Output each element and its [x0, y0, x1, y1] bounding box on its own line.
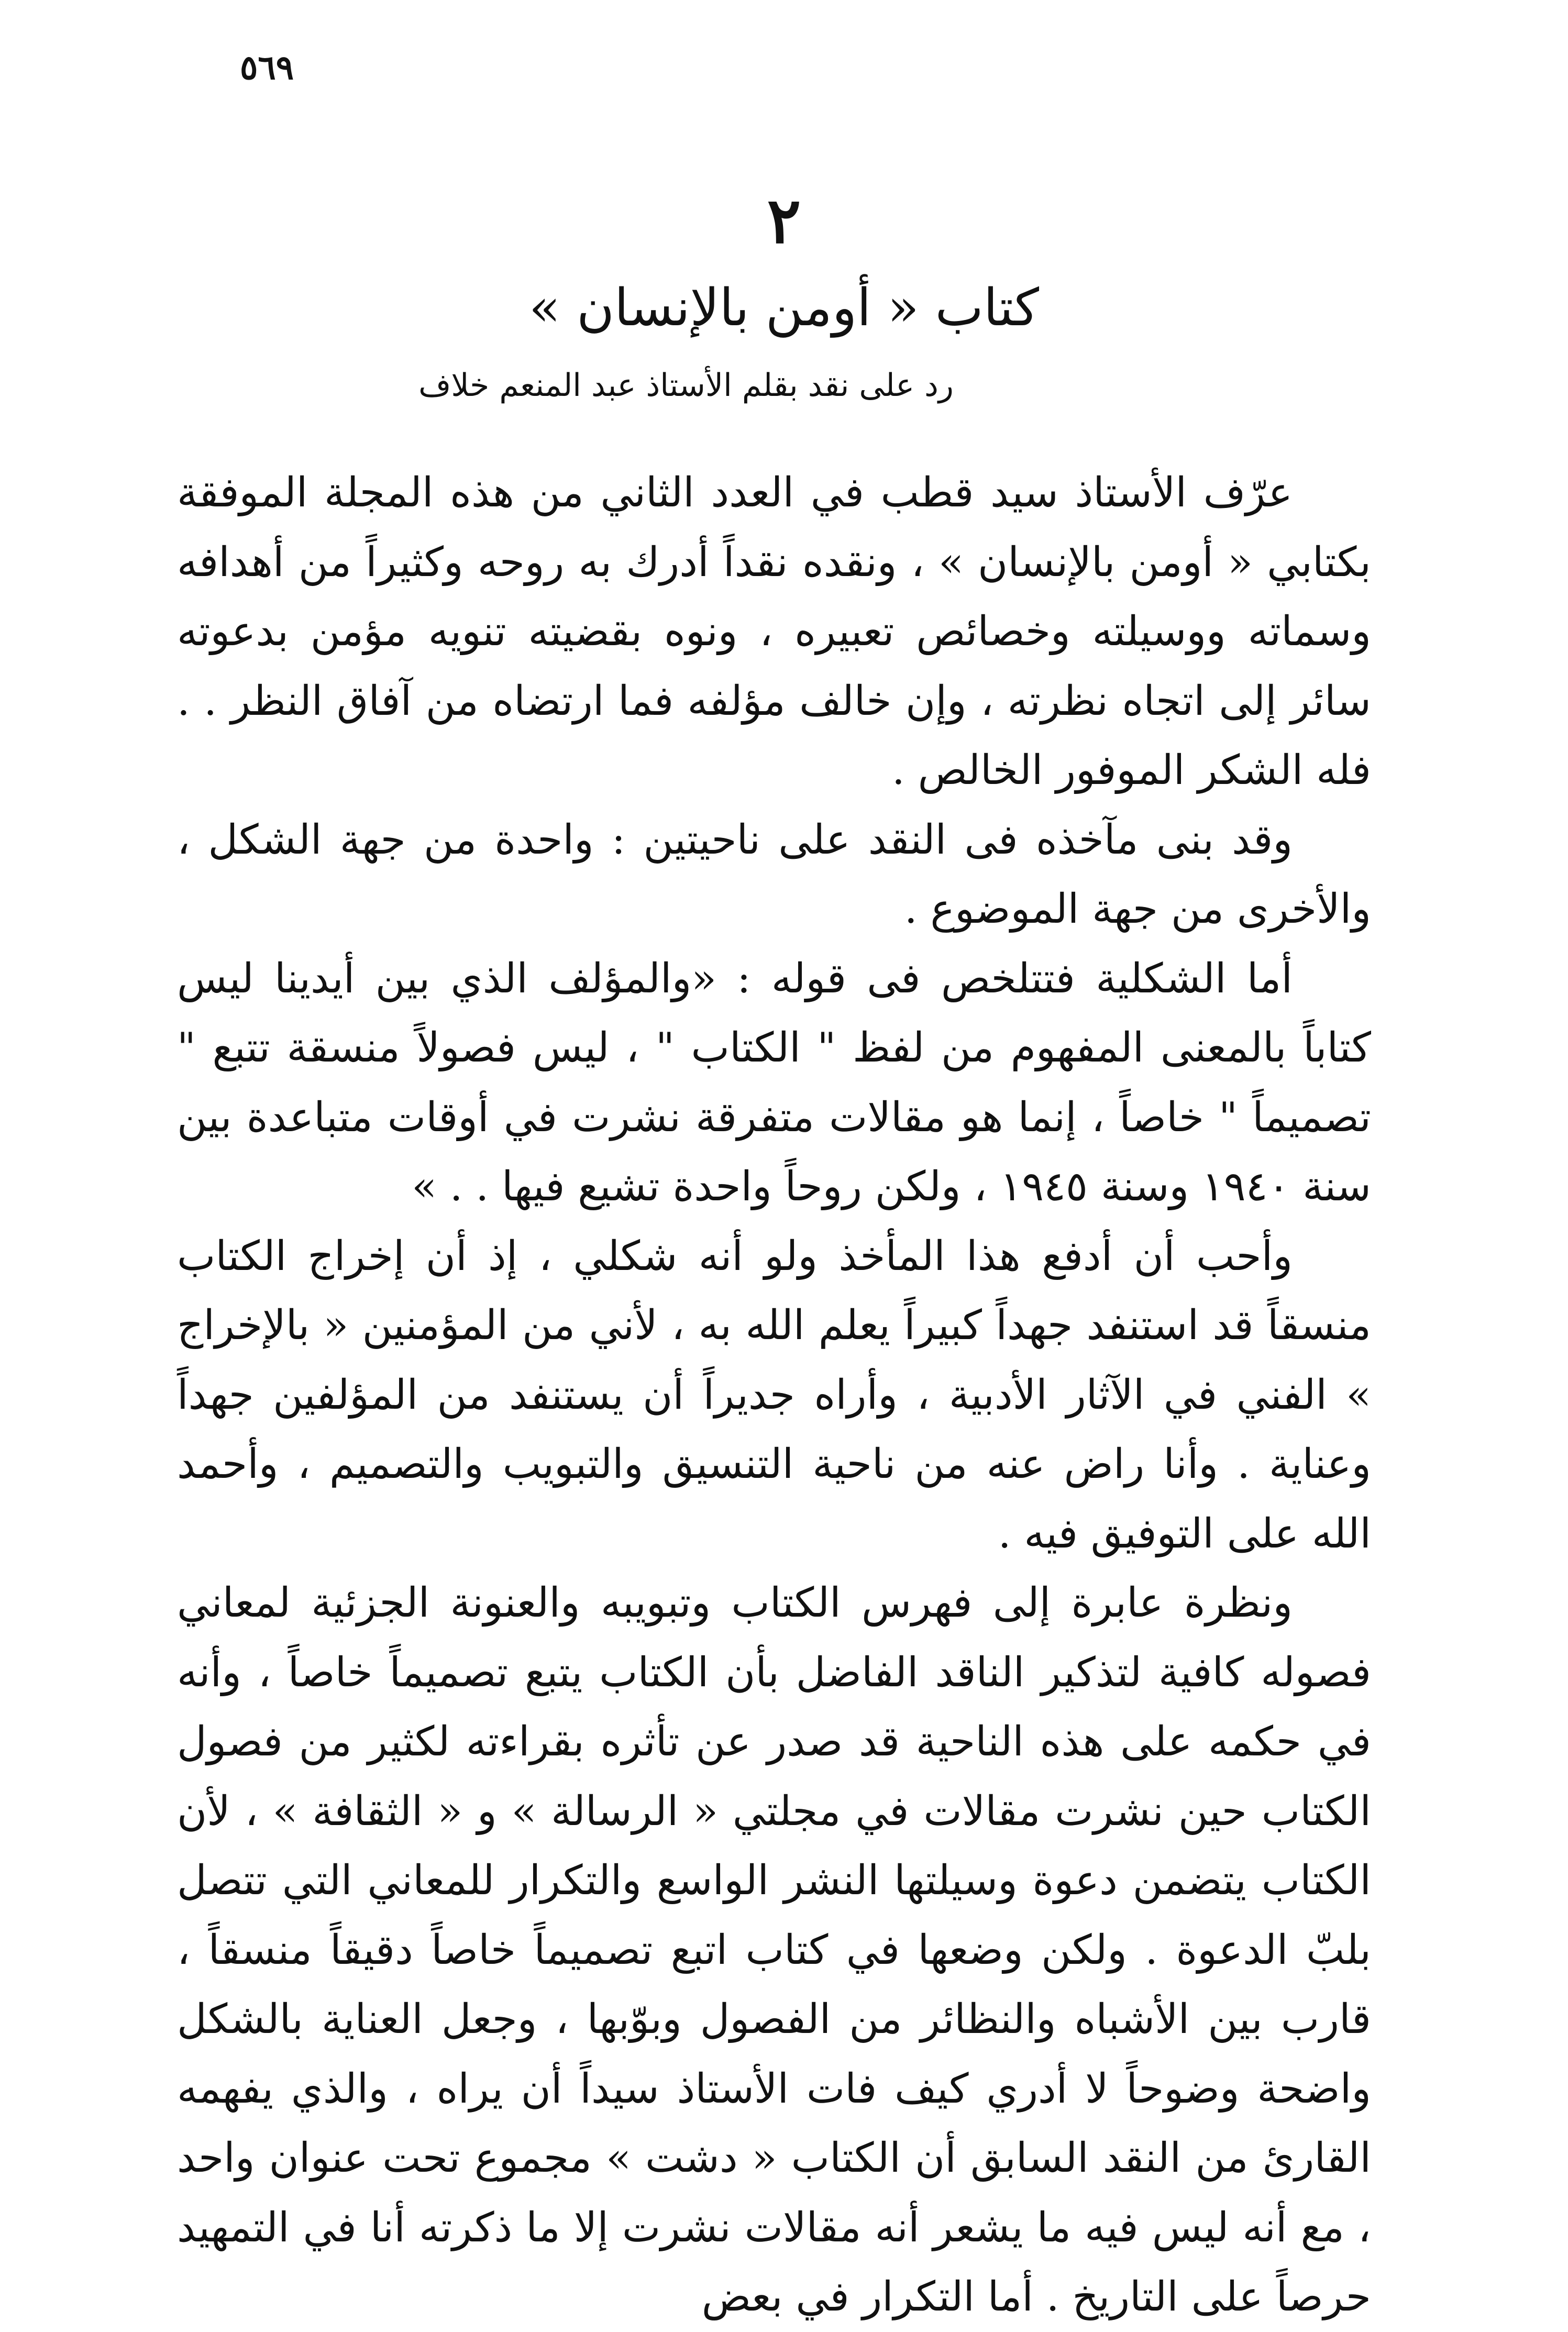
chapter-number: ٢	[767, 184, 801, 258]
page-number: ٥٦٩	[240, 48, 294, 87]
paragraph: وأحب أن أدفع هذا المأخذ ولو أنه شكلي ، إذ أن إخراج الكتاب منسقاً قد استنفد جهداً كبيراً يعلم الله به ، لأني من المؤمنين « بالإخراج » الفني في الآثار الأدبية ، وأراه جديراً أن يستنفد من المؤلفين جهداً وعناية . وأنا راض عنه من ناحية التنسيق والتبويب والتصميم ، وأحمد الله على التوفيق فيه .	[177, 1232, 1371, 1557]
paragraph: وقد بنى مآخذه فى النقد على ناحيتين : واحدة من جهة الشكل ، والأخرى من جهة الموضوع .	[177, 816, 1371, 933]
body-text	[177, 458, 1371, 2332]
chapter-title: كتاب « أومن بالإنسان »	[528, 278, 1040, 338]
paragraph: عرّف الأستاذ سيد قطب في العدد الثاني من هذه المجلة الموفقة بكتابي « أومن بالإنسان » ، ونقده نقداً أدرك به روحه وكثيراً من أهدافه وسماته ووسيلته وخصائص تعبيره ، ونوه بقضيته تنويه مؤمن بدعوته سائر إلى اتجاه نظرته ، وإن خالف مؤلفه فما ارتضاه من آفاق النظر . . فله الشكر الموفور الخالص .	[177, 469, 1371, 794]
paragraph: ونظرة عابرة إلى فهرس الكتاب وتبويبه والعنونة الجزئية لمعاني فصوله كافية لتذكير الناقد الفاضل بأن الكتاب يتبع تصميماً خاصاً ، وأنه في حكمه على هذه الناحية قد صدر عن تأثره بقراءته لكثير من فصول الكتاب حين نشرت مقالات في مجلتي « الرسالة » و « الثقافة » ، لأن الكتاب يتضمن دعوة وسيلتها النشر الواسع والتكرار للمعاني التي تتصل بلبّ الدعوة . ولكن وضعها في كتاب اتبع تصميماً خاصاً دقيقاً منسقاً ، قارب بين الأشباه والنظائر من الفصول وبوّبها ، وجعل العناية بالشكل واضحة وضوحاً لا أدري كيف فات الأستاذ سيداً أن يراه ، والذي يفهمه القارئ من النقد السابق أن الكتاب « دشت » مجموع تحت عنوان واحد ، مع أنه ليس فيه ما يشعر أنه مقالات نشرت إلا ما ذكرته أنا في التمهيد حرصاً على التاريخ . أما التكرار في بعض	[177, 1579, 1371, 2320]
paragraph: أما الشكلية فتتلخص فى قوله : «والمؤلف الذي بين أيدينا ليس كتاباً بالمعنى المفهوم من لفظ " الكتاب " ، ليس فصولاً منسقة تتبع " تصميماً " خاصاً ، إنما هو مقالات متفرقة نشرت في أوقات متباعدة بين سنة ١٩٤٠ وسنة ١٩٤٥ ، ولكن روحاً واحدة تشيع فيها . . »	[177, 955, 1371, 1210]
chapter-subtitle: رد على نقد بقلم الأستاذ عبد المنعم خلاف	[418, 367, 954, 404]
